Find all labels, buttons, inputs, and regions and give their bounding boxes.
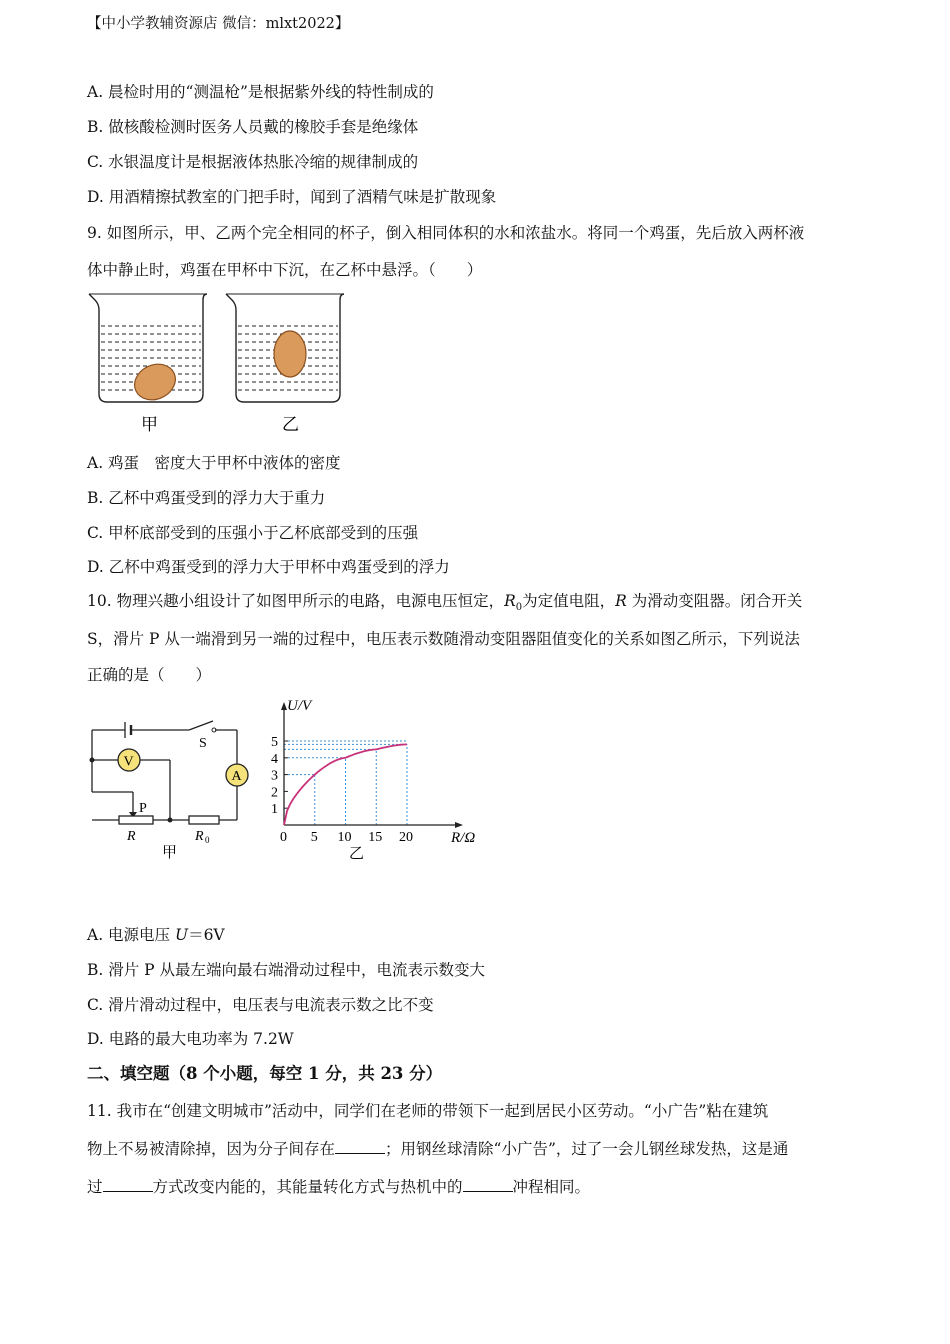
u-symbol: U bbox=[174, 926, 189, 944]
q9-option-d: D. 乙杯中鸡蛋受到的浮力大于甲杯中鸡蛋受到的浮力 bbox=[87, 558, 450, 576]
page-header: 【中小学教辅资源店 微信：mlxt2022】 bbox=[87, 16, 350, 32]
q9-stem-line1: 9. 如图所示，甲、乙两个完全相同的杯子，倒入相同体积的水和浓盐水。将同一个鸡蛋，先后放入两杯液 bbox=[87, 224, 805, 242]
y-tick-label-1: 1 bbox=[271, 802, 278, 818]
egg-jia bbox=[129, 358, 181, 407]
q10-stem-part-b: 为定值电阻， bbox=[522, 592, 616, 610]
q10-option-a-post: ＝6V bbox=[188, 926, 225, 944]
switch-blade bbox=[189, 721, 213, 730]
chart-caption: 乙 bbox=[349, 846, 365, 862]
q11-line1: 11. 我市在“创建文明城市”活动中，同学们在老师的带领下一起到居民小区劳动。“小广告”粘在建筑 bbox=[87, 1102, 769, 1120]
label-jia: 甲 bbox=[141, 415, 158, 434]
y-tick-label-2: 2 bbox=[271, 785, 278, 801]
q8-option-d: D. 用酒精擦拭教室的门把手时，闻到了酒精气味是扩散现象 bbox=[87, 188, 497, 206]
q11-line2 bbox=[87, 1139, 788, 1159]
chart-guides bbox=[284, 741, 407, 825]
q8-option-a: A. 晨检时用的“测温枪”是根据紫外线的特性制成的 bbox=[87, 83, 434, 101]
q11-line3 bbox=[87, 1177, 590, 1197]
junction-bottom bbox=[168, 818, 173, 823]
q9-option-b: B. 乙杯中鸡蛋受到的浮力大于重力 bbox=[87, 489, 326, 507]
junction-left bbox=[90, 758, 95, 763]
answer-blank-1[interactable] bbox=[335, 1139, 385, 1154]
q11-line3-c: 冲程相同。 bbox=[512, 1178, 591, 1196]
u-r-chart bbox=[265, 690, 495, 865]
q9-stem-line2: 体中静止时，鸡蛋在甲杯中下沉，在乙杯中悬浮。（ ） bbox=[87, 261, 483, 279]
x-tick-label-15: 15 bbox=[368, 830, 383, 845]
q10-option-d: D. 电路的最大电功率为 7.2W bbox=[87, 1030, 294, 1048]
r0-subscript: 0 bbox=[515, 602, 523, 614]
circuit-diagram bbox=[85, 712, 260, 862]
answer-blank-3[interactable] bbox=[463, 1177, 513, 1192]
q10-stem-line3: 正确的是（ ） bbox=[87, 666, 212, 684]
q10-stem-part-a: 10. 物理兴趣小组设计了如图甲所示的电路，电源电压恒定， bbox=[87, 592, 505, 610]
q10-option-c: C. 滑片滑动过程中，电压表与电流表示数之比不变 bbox=[87, 996, 434, 1014]
label-yi: 乙 bbox=[282, 415, 299, 434]
q9-option-a: A. 鸡蛋 密度大于甲杯中液体的密度 bbox=[87, 454, 341, 472]
y-tick-label-4: 4 bbox=[271, 751, 278, 767]
rheostat-r bbox=[119, 816, 153, 824]
r-symbol: R bbox=[615, 592, 627, 610]
r0-label: R bbox=[195, 829, 204, 844]
switch-label: S bbox=[199, 736, 207, 751]
q11-line2-b: ；用钢丝球清除“小广告”，过了一会儿钢丝球发热，这是通 bbox=[385, 1140, 789, 1158]
q8-option-b: B. 做核酸检测时医务人员戴的橡胶手套是绝缘体 bbox=[87, 118, 419, 136]
q10-option-a-pre: A. 电源电压 bbox=[87, 926, 175, 944]
voltmeter-label: V bbox=[123, 754, 134, 770]
egg-yi bbox=[274, 331, 306, 377]
q9-option-c: C. 甲杯底部受到的压强小于乙杯底部受到的压强 bbox=[87, 524, 419, 542]
rheostat-label: R bbox=[127, 829, 136, 844]
x-axis-arrow bbox=[455, 822, 463, 828]
y-tick-label-3: 3 bbox=[271, 768, 278, 784]
circuit-caption: 甲 bbox=[162, 845, 178, 861]
chart-ticks bbox=[271, 735, 413, 845]
slider-label: P bbox=[139, 801, 147, 816]
q8-option-c: C. 水银温度计是根据液体热胀冷缩的规律制成的 bbox=[87, 153, 419, 171]
r0-symbol: R bbox=[504, 592, 516, 610]
y-tick-label-5: 5 bbox=[271, 735, 278, 750]
y-axis-label: U/V bbox=[287, 698, 312, 714]
beakers-figure bbox=[85, 290, 355, 438]
x-tick-label-20: 20 bbox=[399, 830, 413, 845]
answer-blank-2[interactable] bbox=[103, 1177, 153, 1192]
r0-label-subscript: 0 bbox=[205, 835, 210, 845]
q11-line3-a: 过 bbox=[87, 1178, 103, 1196]
q11-line2-a: 物上不易被清除掉，因为分子间存在 bbox=[87, 1140, 336, 1158]
x-tick-label-0: 0 bbox=[280, 830, 287, 845]
q10-stem-part-c: 为滑动变阻器。闭合开关 bbox=[626, 592, 803, 610]
ammeter-label: A bbox=[231, 769, 242, 784]
q10-stem-line1 bbox=[87, 591, 802, 618]
q11-line3-b: 方式改变内能的，其能量转化方式与热机中的 bbox=[152, 1178, 463, 1196]
section-title: 二、填空题（8 个小题，每空 1 分，共 23 分） bbox=[87, 1064, 443, 1083]
x-tick-label-10: 10 bbox=[337, 830, 352, 845]
x-axis-label: R/Ω bbox=[451, 830, 476, 846]
q10-option-a bbox=[87, 925, 225, 945]
x-tick-label-5: 5 bbox=[310, 830, 318, 845]
q10-option-b: B. 滑片 P 从最左端向最右端滑动过程中，电流表示数变大 bbox=[87, 961, 486, 979]
q10-stem-line2: S，滑片 P 从一端滑到另一端的过程中，电压表示数随滑动变阻器阻值变化的关系如图乙所示，下列说法 bbox=[87, 630, 800, 648]
resistor-r0 bbox=[189, 816, 219, 824]
